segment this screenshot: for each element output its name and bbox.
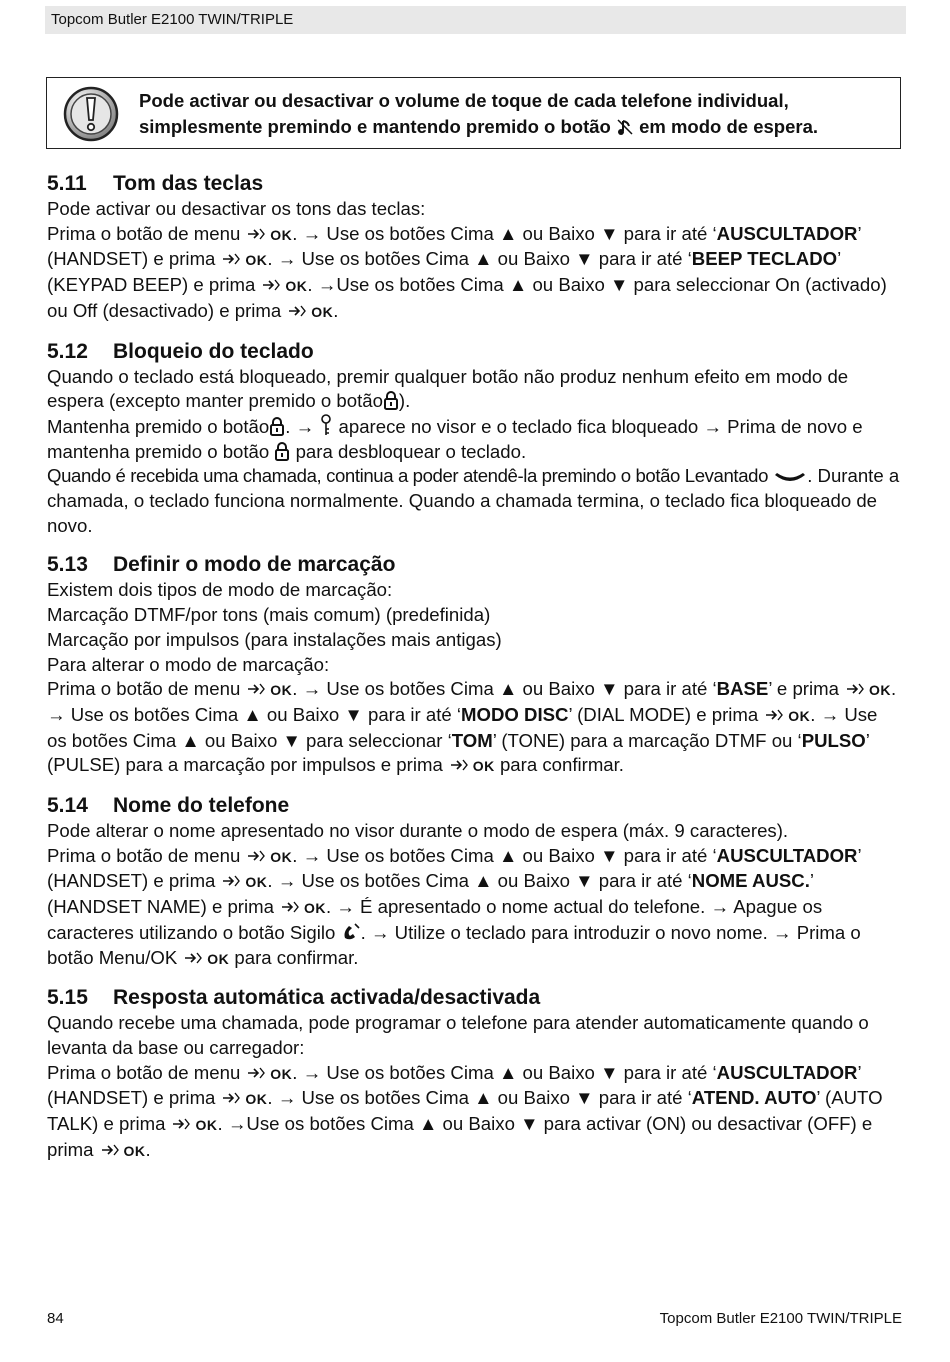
menu-ok-icon bbox=[287, 303, 307, 319]
section-heading: 5.15 Resposta automática activada/desactivada bbox=[47, 986, 541, 1010]
section-5-13 bbox=[47, 551, 902, 779]
menu-ok-icon bbox=[246, 226, 266, 242]
menu-ok-icon bbox=[246, 681, 266, 697]
menu-ok-icon bbox=[280, 899, 300, 915]
footer-title: Topcom Butler E2100 TWIN/TRIPLE bbox=[659, 1310, 902, 1327]
lock-icon bbox=[383, 390, 399, 410]
exclamation-icon bbox=[63, 86, 119, 142]
section-heading: 5.11 Tom das teclas bbox=[47, 172, 264, 195]
menu-ok-icon bbox=[845, 681, 865, 697]
menu-ok-icon bbox=[171, 1116, 191, 1132]
menu-ok-icon bbox=[183, 950, 203, 966]
section-5-12 bbox=[47, 338, 902, 539]
menu-ok-icon bbox=[246, 1065, 266, 1081]
section-body: Quando o teclado está bloqueado, premir qualquer botão não produz nenhum efeito em modo de espera (excepto manter premido o botão ). Mantenha premido o botão . → aparece no visor e o teclado fica bloqueado → Prima de novo e mantenha premido o botão para desbloquear o teclado. Quando é recebida uma chamada, continua a poder atendê-la premindo o botão Levantado . Durante a chamada, o teclado funciona normalmente. Quando a chamada termina, o teclado fica bloqueado de novo. bbox=[47, 365, 900, 536]
off-hook-icon bbox=[773, 471, 807, 485]
section-5-11 bbox=[47, 170, 902, 325]
page-header: Topcom Butler E2100 TWIN/TRIPLE bbox=[45, 6, 906, 34]
menu-ok-icon bbox=[764, 707, 784, 723]
mute-phone-icon bbox=[341, 922, 361, 942]
key-icon bbox=[319, 414, 333, 436]
menu-ok-icon bbox=[100, 1142, 120, 1158]
note-text: Pode activar ou desactivar o volume de toque de cada telefone individual, simplesmente premindo e mantendo premido o botão em modo de espera. bbox=[139, 90, 819, 137]
section-body: Pode activar ou desactivar os tons das teclas: Prima o botão de menu OK. → Use os botões Cima ▲ ou Baixo ▼ para ir até ‘AUSCULTADOR’ (HANDSET) e prima OK. → Use os botões Cima ▲ ou Baixo ▼ para ir até ‘BEEP TECLADO’ (KEYPAD BEEP) e prima OK. →Use os botões Cima ▲ ou Baixo ▼ para seleccionar On (activado) ou Off (desactivado) e prima OK. bbox=[47, 198, 887, 321]
section-5-15 bbox=[47, 984, 902, 1163]
lock-icon bbox=[269, 416, 285, 436]
section-heading: 5.12 Bloqueio do teclado bbox=[47, 339, 314, 363]
section-body: Existem dois tipos de modo de marcação: Marcação DTMF/por tons (mais comum) (predefinida) Marcação por impulsos (para instalações mais antigas) Para alterar o modo de marcação: Prima o botão de menu OK. → Use os botões Cima ▲ ou Baixo ▼ para ir até ‘BASE’ e prima OK. → Use os botões Cima ▲ ou Baixo ▼ para ir até ‘MODO DISC’ (DIAL MODE) e prima OK. → Use os botões Cima ▲ ou Baixo ▼ para seleccionar ‘TOM’ (TONE) para a marcação DTMF ou ‘PULSO’ (PULSE) para a marcação por impulsos e prima OK para confirmar. bbox=[47, 579, 897, 776]
menu-ok-icon bbox=[246, 848, 266, 864]
section-body: Pode alterar o nome apresentado no visor durante o modo de espera (máx. 9 caracteres). Prima o botão de menu OK. → Use os botões Cima ▲ ou Baixo ▼ para ir até ‘AUSCULTADOR’ (HANDSET) e prima OK. → Use os botões Cima ▲ ou Baixo ▼ para ir até ‘NOME AUSC.’ (HANDSET NAME) e prima OK. → É apresentado o nome actual do telefone. → Apague os caracteres utilizando o botão Sigilo . → Utilize o teclado para introduzir o novo nome. → Prima o botão Menu/OK OK para confirmar. bbox=[47, 820, 861, 968]
menu-ok-icon bbox=[221, 873, 241, 889]
menu-ok-icon bbox=[261, 277, 281, 293]
warning-note bbox=[46, 77, 901, 149]
section-5-14 bbox=[47, 792, 902, 971]
menu-ok-icon bbox=[221, 1090, 241, 1106]
section-heading: 5.13 Definir o modo de marcação bbox=[47, 553, 396, 577]
menu-ok-icon bbox=[449, 757, 469, 773]
main-content bbox=[47, 170, 902, 1177]
lock-icon bbox=[274, 441, 290, 461]
section-heading: 5.14 Nome do telefone bbox=[47, 794, 290, 818]
menu-ok-icon bbox=[221, 251, 241, 267]
ringer-off-icon bbox=[616, 118, 634, 136]
page-number: 84 bbox=[47, 1310, 64, 1327]
section-body: Quando recebe uma chamada, pode programar o telefone para atender automaticamente quando o levanta da base ou carregador: Prima o botão de menu OK. → Use os botões Cima ▲ ou Baixo ▼ para ir até ‘AUSCULTADOR’ (HANDSET) e prima OK. → Use os botões Cima ▲ ou Baixo ▼ para ir até ‘ATEND. AUTO’ (AUTO TALK) e prima OK. →Use os botões Cima ▲ ou Baixo ▼ para activar (ON) ou desactivar (OFF) e prima OK. bbox=[47, 1012, 883, 1160]
